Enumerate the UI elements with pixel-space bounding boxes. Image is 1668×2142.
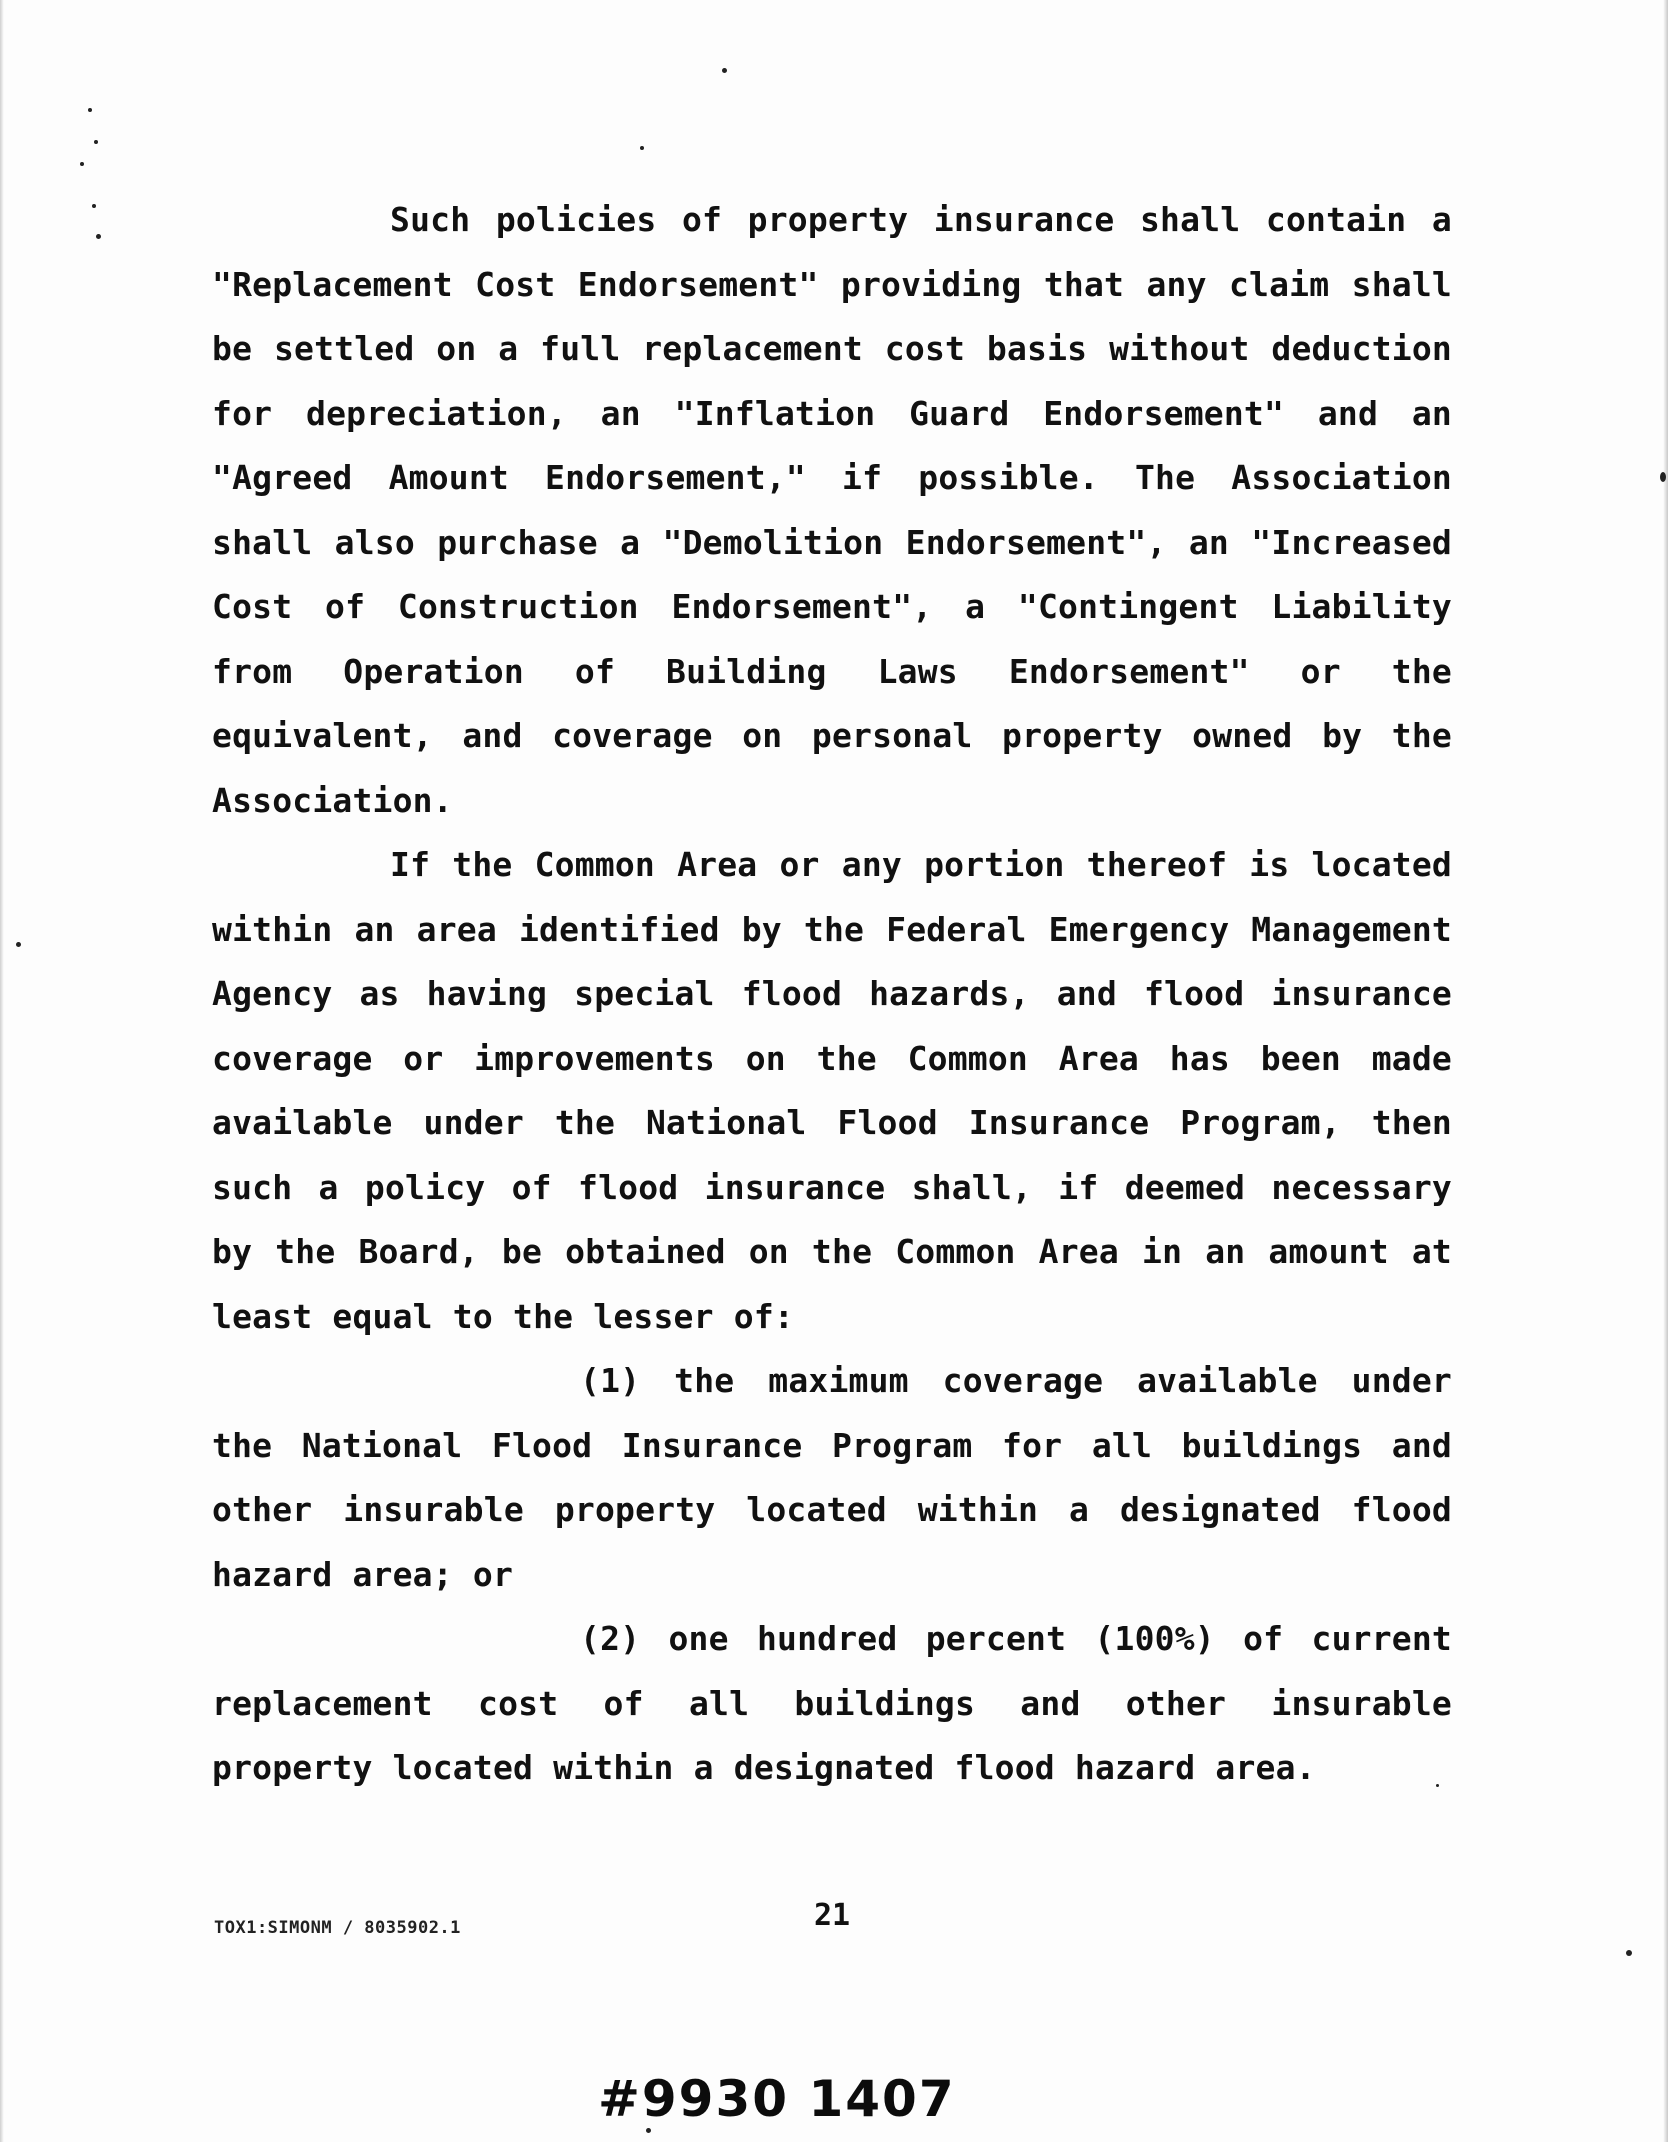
scan-speck bbox=[1660, 472, 1666, 482]
scan-speck bbox=[96, 234, 101, 239]
page-number-text: 21 bbox=[813, 1898, 851, 1933]
scan-speck bbox=[88, 108, 92, 112]
scan-edge-left bbox=[0, 0, 4, 2142]
list-item-replacement-cost: (2) one hundred percent (100%) of current replacement cost of all buildings and other insurable property located within a designated flood hazard area. bbox=[212, 1619, 1452, 1787]
scan-speck bbox=[16, 942, 21, 947]
page-number bbox=[0, 1898, 1668, 1933]
scan-speck bbox=[94, 140, 98, 144]
scan-speck bbox=[1626, 1950, 1632, 1956]
paragraph-replacement-cost: Such policies of property insurance shall contain a "Replacement Cost Endorsement" providing that any claim shall be settled on a full replacement cost basis without deduction for depreciation, an "Inflation Guard Endorsement" and an "Agreed Amount Endorsement," if possible. The Association shall also purchase a "Demolition Endorsement", an "Increased Cost of Construction Endorsement", a "Contingent Liability from Operation of Building Laws Endorsement" or the equivalent, and coverage on personal property owned by the Association. bbox=[212, 200, 1452, 820]
bates-number: #9930 1407 bbox=[598, 2070, 956, 2128]
scan-speck bbox=[722, 68, 727, 73]
document-body bbox=[212, 188, 1452, 1801]
scan-speck bbox=[80, 162, 84, 166]
scan-speck bbox=[646, 2128, 651, 2133]
footer-document-code: TOX1:SIMONM / 8035902.1 bbox=[214, 1918, 461, 1938]
scan-edge-right bbox=[1663, 0, 1668, 2142]
list-item-max-coverage: (1) the maximum coverage available under the National Flood Insurance Program for all buildings and other insurable property located within a designated flood hazard area; or bbox=[212, 1361, 1452, 1594]
paragraph-flood-insurance: If the Common Area or any portion thereof is located within an area identified by the Federal Emergency Management Agency as having special flood hazards, and flood insurance coverage or improvements on the Common Area has been made available under the National Flood Insurance Program, then such a policy of flood insurance shall, if deemed necessary by the Board, be obtained on the Common Area in an amount at least equal to the lesser of: bbox=[212, 845, 1452, 1336]
scan-speck bbox=[92, 204, 96, 208]
scan-speck bbox=[640, 146, 644, 150]
